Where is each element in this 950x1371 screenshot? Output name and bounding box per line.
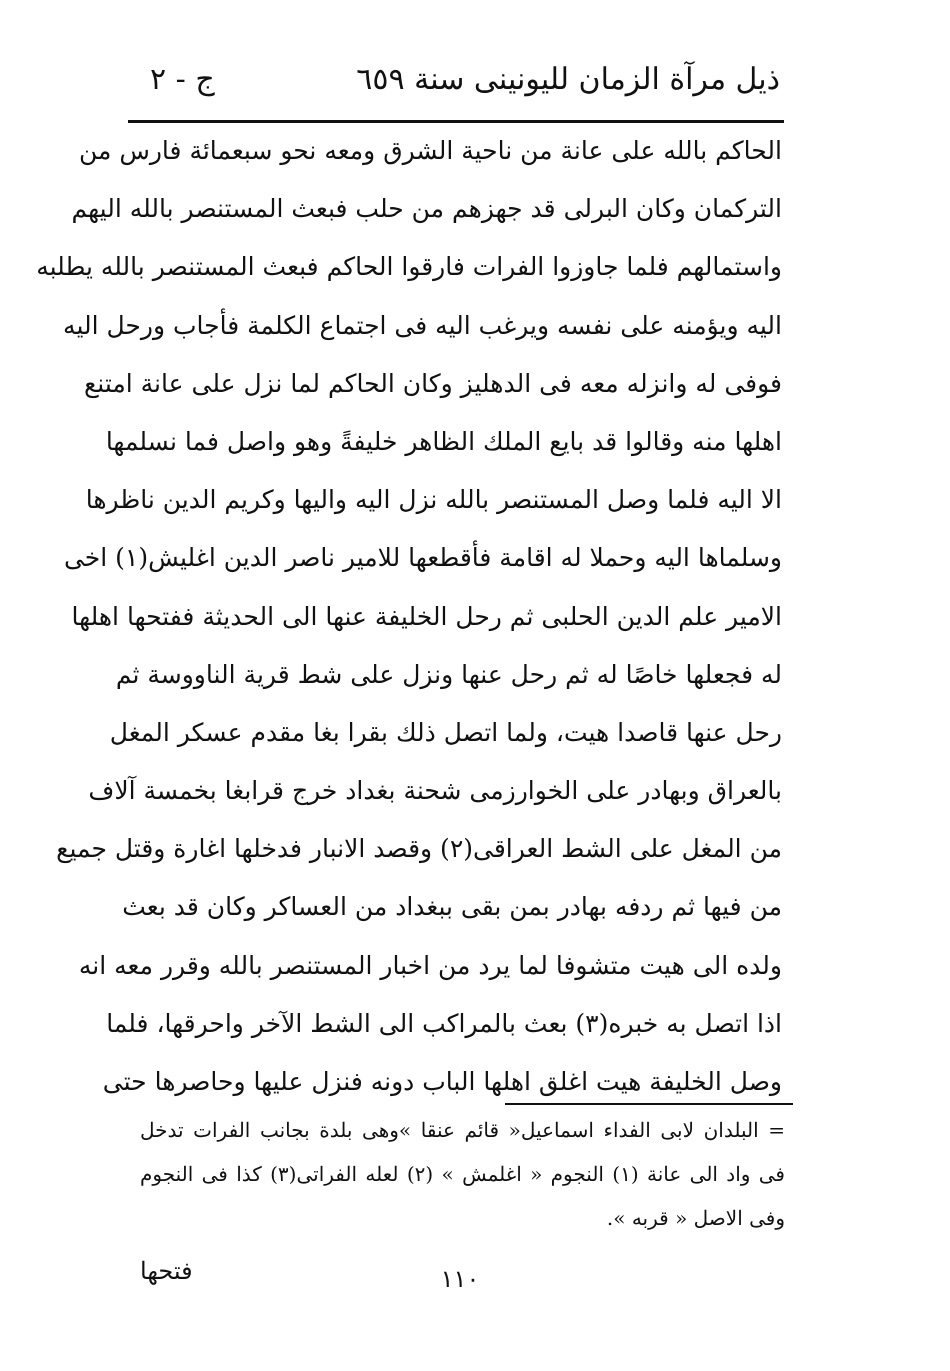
- footnote-line: = البلدان لابى الفداء اسماعيل« قائم عنقا »وهى بلدة بجانب الفرات تدخل: [140, 1118, 785, 1142]
- text-line: الحاكم بالله على عانة من ناحية الشرق ومعه نحو سبعمائة فارس من: [78, 136, 782, 165]
- volume-number: ج - ٢: [150, 62, 215, 97]
- header-divider: [128, 120, 784, 123]
- main-text: [36, 128, 782, 1117]
- footnote-divider: [505, 1103, 793, 1105]
- running-header: [130, 58, 780, 108]
- text-line: اليه ويؤمنه على نفسه ويرغب اليه فى اجتماع الكلمة فأجاب ورحل اليه: [63, 310, 782, 340]
- catchword: فتحها: [140, 1257, 193, 1285]
- text-line: رحل عنها قاصدا هيت، ولما اتصل ذلك بقرا بغا مقدم عسكر المغل: [109, 717, 782, 747]
- text-line: وصل الخليفة هيت اغلق اهلها الباب دونه فنزل عليها وحاصرها حتى: [102, 1067, 782, 1096]
- text-line: بالعراق وبهادر على الخوارزمى شحنة بغداد خرج قرابغا بخمسة آلاف: [88, 776, 782, 806]
- text-line: من المغل على الشط العراقى(٢) وقصد الانبار فدخلها اغارة وقتل جميع: [56, 834, 782, 864]
- text-line: الامير علم الدين الحلبى ثم رحل الخليفة عنها الى الحديثة ففتحها اهلها: [71, 601, 782, 631]
- text-line: ولده الى هيت متشوفا لما يرد من اخبار المستنصر بالله وقرر معه انه: [78, 950, 782, 980]
- text-line: اذا اتصل به خبره(٣) بعث بالمراكب الى الشط الآخر واحرقها، فلما: [106, 1008, 782, 1038]
- text-line: واستمالهم فلما جاوزوا الفرات فارقوا الحاكم فبعث المستنصر بالله يطلبه: [36, 252, 782, 282]
- footnote-line: فى واد الى عانة (١) النجوم « اغلمش » (٢) لعله الفراتى(٣) كذا فى النجوم: [140, 1162, 785, 1186]
- footnotes: [140, 1110, 785, 1242]
- text-line: التركمان وكان البرلى قد جهزهم من حلب فبعث المستنصر بالله اليهم: [71, 194, 782, 224]
- text-line: الا اليه فلما وصل المستنصر بالله نزل اليه واليها وكريم الدين ناظرها: [85, 485, 782, 515]
- text-line: له فجعلها خاصًا له ثم رحل عنها ونزل على شط قرية الناووسة ثم: [115, 659, 782, 689]
- running-title: ذيل مرآة الزمان لليونينى سنة ٦٥٩: [356, 62, 780, 97]
- page-number: ١١٠: [440, 1265, 480, 1293]
- text-line: وسلماها اليه وحملا له اقامة فأقطعها للامير ناصر الدين اغليش(١) اخى: [63, 543, 782, 573]
- text-line: اهلها منه وقالوا قد بايع الملك الظاهر خليفةً وهو واصل فما نسلمها: [105, 426, 782, 456]
- text-line: فوفى له وانزله معه فى الدهليز وكان الحاكم لما نزل على عانة امتنع: [83, 368, 782, 398]
- text-line: من فيها ثم ردفه بهادر بمن بقى ببغداد من العساكر وكان قد بعث: [122, 892, 782, 922]
- footnote-line: وفى الاصل « قربه ».: [606, 1206, 785, 1230]
